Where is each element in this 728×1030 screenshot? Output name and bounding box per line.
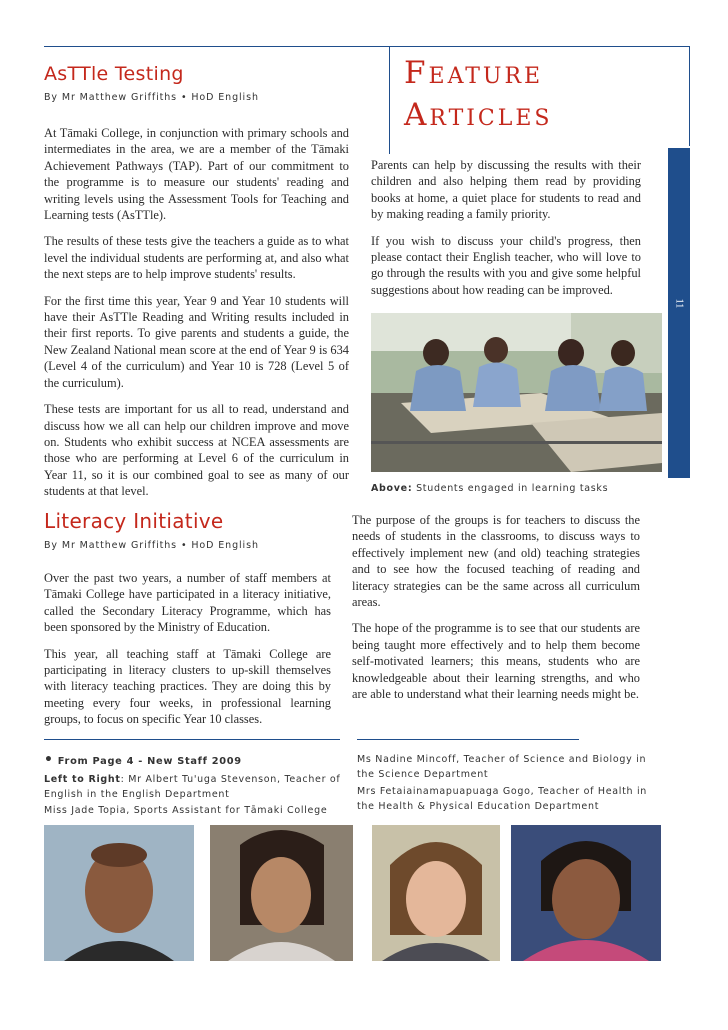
page-number-tab xyxy=(668,148,690,478)
literacy-byline: By Mr Matthew Griffiths • HoD English xyxy=(44,540,259,551)
classroom-photo-caption xyxy=(371,482,608,495)
top-rule xyxy=(44,46,389,47)
literacy-right-paragraph-1: The purpose of the groups is for teachers to discuss the needs of students in the classrooms, to discuss ways to effectively implement new (and old) teaching strategies and to see how the focused teaching of reading and literacy strategies can be the same across all curriculum areas. xyxy=(352,513,640,610)
asttle-right-column xyxy=(371,157,641,298)
literacy-paragraph-2: This year, all teaching staff at Tāmaki College are participating in literacy clusters to up-skill themselves with literacy teaching practices. They are doing this by meeting every four weeks, in professional learning groups, to focus on specific Year 10 classes. xyxy=(44,646,331,727)
asttle-right-paragraph-2: If you wish to discuss your child's progress, then please contact their English teacher, who will love to go through the results with you and give some helpful suggestions about how reading can be improved. xyxy=(371,233,641,297)
asttle-paragraph-4: These tests are important for us all to read, understand and discuss how we all can help our children improve and move on. Students who exhibit success at NCEA assessments are those who are performing at Level 6 of the curriculum in Year 11, so it is our combined goal to see as many of our students at that level. xyxy=(44,402,349,499)
asttle-paragraph-2: The results of these tests give the teachers a guide as to what level the individual students are performing at, and also what the next steps are to help improve students' results. xyxy=(44,234,349,282)
staff-caption-4: Mrs Fetaiainamapuapuaga Gogo, Teacher of Health in the Health & Physical Education Department xyxy=(357,786,648,812)
caption-text: Students engaged in learning tasks xyxy=(416,483,609,494)
literacy-left-column xyxy=(44,570,331,728)
feature-frame-right xyxy=(689,46,690,146)
asttle-paragraph-3: For the first time this year, Year 9 and Year 10 students will have their AsTTle Reading and Writing results included in their first reports. To give parents and students a guide, the New Zealand National mean score at the end of Year 9 is 634 (Level 4 of the curriculum) and Year 10 is 728 (Level 5 of the curriculum). xyxy=(44,293,349,390)
asttle-paragraph-1: At Tāmaki College, in conjunction with primary schools and intermediates in the area, we are a member of the Tāmaki Achievement Pathways (TAP). Part of our commitment to the programme is to measure our students' reading and writing levels using the Assessment Tools for Teaching and Learning tests (AsTTle). xyxy=(44,126,349,223)
literacy-paragraph-1: Over the past two years, a number of staff members at Tāmaki College have participated in a literacy initiative, called the Secondary Literacy Programme, which has been sponsored by the Ministry of Education. xyxy=(44,571,331,635)
staff-header-bullet: • xyxy=(44,752,54,768)
feature-frame-vertical xyxy=(389,46,390,154)
staff-caption-1 xyxy=(44,772,344,802)
staff-ltr-label: Left to Right xyxy=(44,774,121,785)
portrait-fetaiainamapuapuaga-gogo xyxy=(511,825,661,961)
staff-ltr-text: : Mr Albert Tu'uga Stevenson, Teacher of English in the English Department xyxy=(44,774,341,800)
staff-caption-3: Ms Nadine Mincoff, Teacher of Science and Biology in the Science Department xyxy=(357,754,647,780)
literacy-right-paragraph-2: The hope of the programme is to see that our students are being taught more effectively and to help them become self-motivated learners; this means, students who are knowledgeable about their learning strengths, and who are able to understand what their learning needs might be. xyxy=(352,621,640,702)
feature-title-line1: Feature xyxy=(404,55,544,91)
asttle-byline: By Mr Matthew Griffiths • HoD English xyxy=(44,92,259,103)
portrait-albert-stevenson xyxy=(44,825,194,961)
asttle-right-paragraph-1: Parents can help by discussing the results with their children and also helping them read by providing books at home, a quiet place for students to read and by making reading a family priority. xyxy=(371,158,641,222)
staff-caption-2: Miss Jade Topia, Sports Assistant for Tāmaki College xyxy=(44,805,328,816)
portrait-jade-topia xyxy=(210,825,353,961)
portrait-nadine-mincoff xyxy=(372,825,500,961)
asttle-title: AsTTle Testing xyxy=(44,63,184,85)
classroom-photo xyxy=(371,313,662,472)
staff-header xyxy=(44,754,242,768)
literacy-right-column xyxy=(352,512,640,702)
asttle-left-column xyxy=(44,125,349,500)
literacy-title: Literacy Initiative xyxy=(44,509,224,533)
staff-rule-right xyxy=(357,739,579,740)
page-number: 11 xyxy=(673,298,685,309)
feature-title-line2: Articles xyxy=(404,97,553,133)
staff-rule-left xyxy=(44,739,340,740)
staff-header-text: From Page 4 - New Staff 2009 xyxy=(57,756,242,767)
feature-frame-top xyxy=(389,46,689,47)
caption-label: Above: xyxy=(371,483,413,494)
